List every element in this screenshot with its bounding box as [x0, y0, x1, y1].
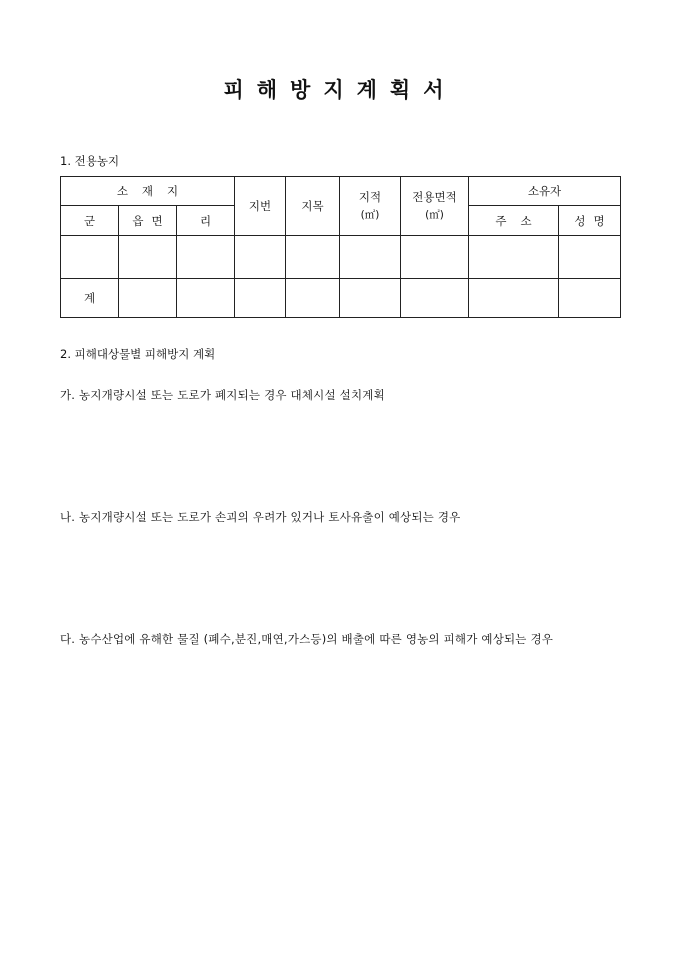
address-header: 주소 — [469, 206, 559, 236]
lot-number-header: 지번 — [235, 177, 286, 236]
eup-myeon-cell[interactable] — [119, 236, 177, 279]
document-title: 피해방지계획서 — [223, 77, 457, 102]
conversion-area-header — [401, 177, 469, 236]
section-1-label: 1. 전용농지 — [60, 154, 120, 168]
location-header: 소재지 — [61, 177, 235, 206]
total-cell[interactable] — [286, 279, 340, 318]
table-total-row — [61, 279, 621, 318]
converted-farmland-table — [60, 176, 621, 318]
eup-myeon-header: 읍면 — [119, 206, 177, 236]
total-cell[interactable] — [235, 279, 286, 318]
total-cell[interactable] — [401, 279, 469, 318]
total-cell[interactable] — [469, 279, 559, 318]
plan-item-da: 다. 농수산업에 유해한 물질 (폐수,분진,매연,가스등)의 배출에 따른 영농의 피해가 예상되는 경우 — [60, 632, 554, 646]
ri-header: 리 — [177, 206, 235, 236]
owner-header: 소유자 — [469, 177, 621, 206]
land-category-header: 지목 — [286, 177, 340, 236]
gun-cell[interactable] — [61, 236, 119, 279]
table-header-row — [61, 177, 621, 206]
section-2-label: 2. 피해대상물별 피해방지 계획 — [60, 347, 216, 361]
gun-header: 군 — [61, 206, 119, 236]
total-cell[interactable] — [340, 279, 401, 318]
conversion-area-unit: (㎡) — [425, 209, 444, 221]
table-row — [61, 236, 621, 279]
address-cell[interactable] — [469, 236, 559, 279]
total-label: 계 — [61, 279, 119, 318]
total-cell[interactable] — [177, 279, 235, 318]
conversion-area-label: 전용면적 — [412, 190, 457, 204]
lot-number-cell[interactable] — [235, 236, 286, 279]
land-category-cell[interactable] — [286, 236, 340, 279]
area-cell[interactable] — [340, 236, 401, 279]
plan-item-ga: 가. 농지개량시설 또는 도로가 폐지되는 경우 대체시설 설치계획 — [60, 388, 385, 402]
total-cell[interactable] — [119, 279, 177, 318]
conversion-area-cell[interactable] — [401, 236, 469, 279]
ri-cell[interactable] — [177, 236, 235, 279]
area-unit: (㎡) — [360, 209, 380, 221]
name-header: 성명 — [559, 206, 621, 236]
total-cell[interactable] — [559, 279, 621, 318]
name-cell[interactable] — [559, 236, 621, 279]
area-header — [340, 177, 401, 236]
plan-item-na: 나. 농지개량시설 또는 도로가 손괴의 우려가 있거나 토사유출이 예상되는 경우 — [60, 510, 461, 524]
area-header-label: 지적 — [358, 190, 382, 204]
